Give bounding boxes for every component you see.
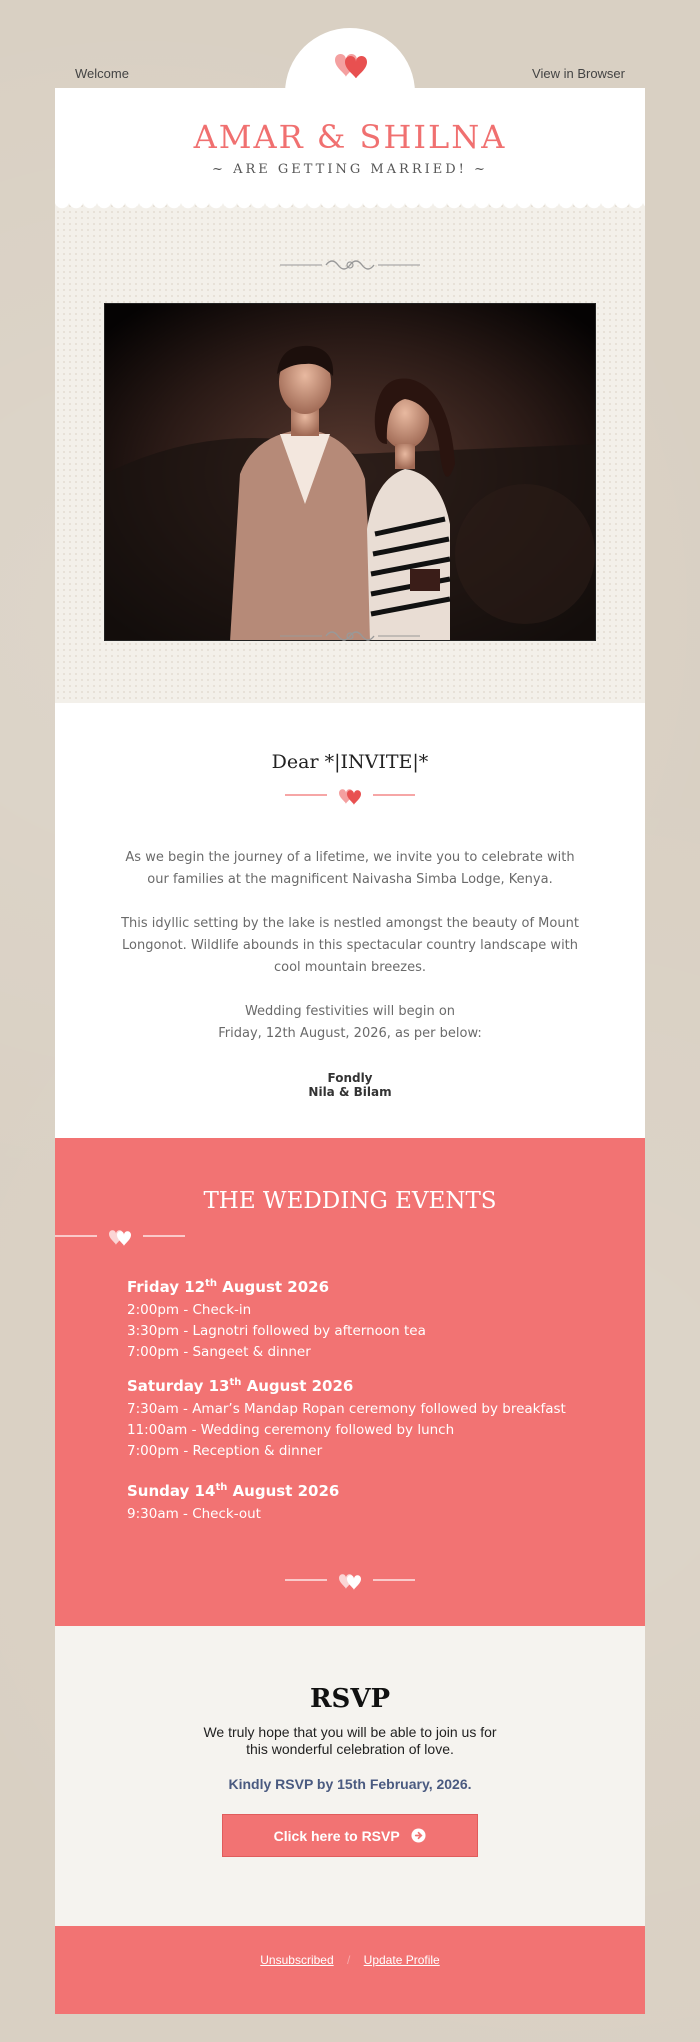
dear-heading: Dear *|INVITE|* — [271, 751, 429, 773]
event-day-title: Sunday 14th August 2026 — [127, 1482, 340, 1500]
scallop-edge — [55, 201, 645, 215]
venue-paragraph: This idyllic setting by the lake is nestled amongst the beauty of Mount Longonot. Wildlife abounds in this spectacular country landscape with cool mountain breezes. — [121, 916, 579, 975]
event-day-title: Friday 12th August 2026 — [127, 1278, 330, 1296]
greeting-section — [55, 703, 645, 1138]
hearts-divider-icon — [285, 1570, 415, 1590]
rsvp-section — [55, 1626, 645, 1926]
unsubscribe-link[interactable]: Unsubscribed — [260, 1953, 334, 1967]
hearts-divider-icon — [55, 1226, 185, 1246]
signature — [55, 1071, 645, 1099]
ornament-flourish-icon — [280, 627, 420, 645]
rsvp-button[interactable] — [222, 1814, 478, 1857]
photo-section — [55, 203, 645, 703]
couple-photo — [104, 303, 596, 641]
rsvp-message-line: this wonderful celebration of love. — [246, 1741, 454, 1757]
event-item: 3:30pm - Lagnotri followed by afternoon tea — [127, 1323, 426, 1339]
hearts-divider-icon — [285, 785, 415, 805]
hearts-icon — [333, 50, 369, 78]
signature-names: Nila & Bilam — [308, 1085, 392, 1099]
arrow-circle-right-icon — [411, 1828, 426, 1843]
couple-names: AMAR & SHILNA — [193, 118, 507, 156]
events-title: THE WEDDING EVENTS — [203, 1188, 497, 1214]
event-item: 7:30am - Amar’s Mandap Ropan ceremony followed by breakfast — [127, 1401, 566, 1417]
footer-separator: / — [346, 1953, 351, 1967]
date-line: Wedding festivities will begin on — [244, 1004, 456, 1019]
header-dome — [285, 28, 415, 103]
rsvp-title: RSVP — [309, 1684, 391, 1714]
view-in-browser-link[interactable]: View in Browser — [532, 66, 625, 81]
date-line: Friday, 12th August, 2026, as per below: — [218, 1026, 482, 1041]
wedding-events-section — [55, 1138, 645, 1626]
rsvp-message-line: We truly hope that you will be able to join us for — [203, 1724, 497, 1740]
ornament-flourish-icon — [280, 256, 420, 274]
header-subtitle: ~ ARE GETTING MARRIED! ~ — [212, 162, 488, 177]
update-profile-link[interactable]: Update Profile — [363, 1953, 440, 1967]
footer — [55, 1926, 645, 2014]
event-item: 7:00pm - Sangeet & dinner — [127, 1344, 311, 1360]
rsvp-deadline: Kindly RSVP by 15th February, 2026. — [228, 1776, 472, 1792]
rsvp-message — [55, 1724, 645, 1758]
event-item: 7:00pm - Reception & dinner — [127, 1443, 323, 1459]
event-item: 11:00am - Wedding ceremony followed by lunch — [127, 1422, 455, 1438]
event-day — [127, 1482, 645, 1525]
event-day-title: Saturday 13th August 2026 — [127, 1377, 354, 1395]
invite-paragraph: As we begin the journey of a lifetime, we invite you to celebrate with our families at the magnificent Naivasha Simba Lodge, Kenya. — [125, 850, 575, 887]
rsvp-button-label: Click here to RSVP — [273, 1828, 400, 1844]
event-day — [127, 1377, 645, 1462]
welcome-link[interactable]: Welcome — [75, 66, 129, 81]
event-item: 2:00pm - Check-in — [127, 1302, 252, 1318]
event-day — [127, 1278, 645, 1363]
header — [55, 88, 645, 203]
event-item: 9:30am - Check-out — [127, 1506, 261, 1522]
email-card — [55, 88, 645, 2014]
signature-line: Fondly — [327, 1071, 373, 1085]
